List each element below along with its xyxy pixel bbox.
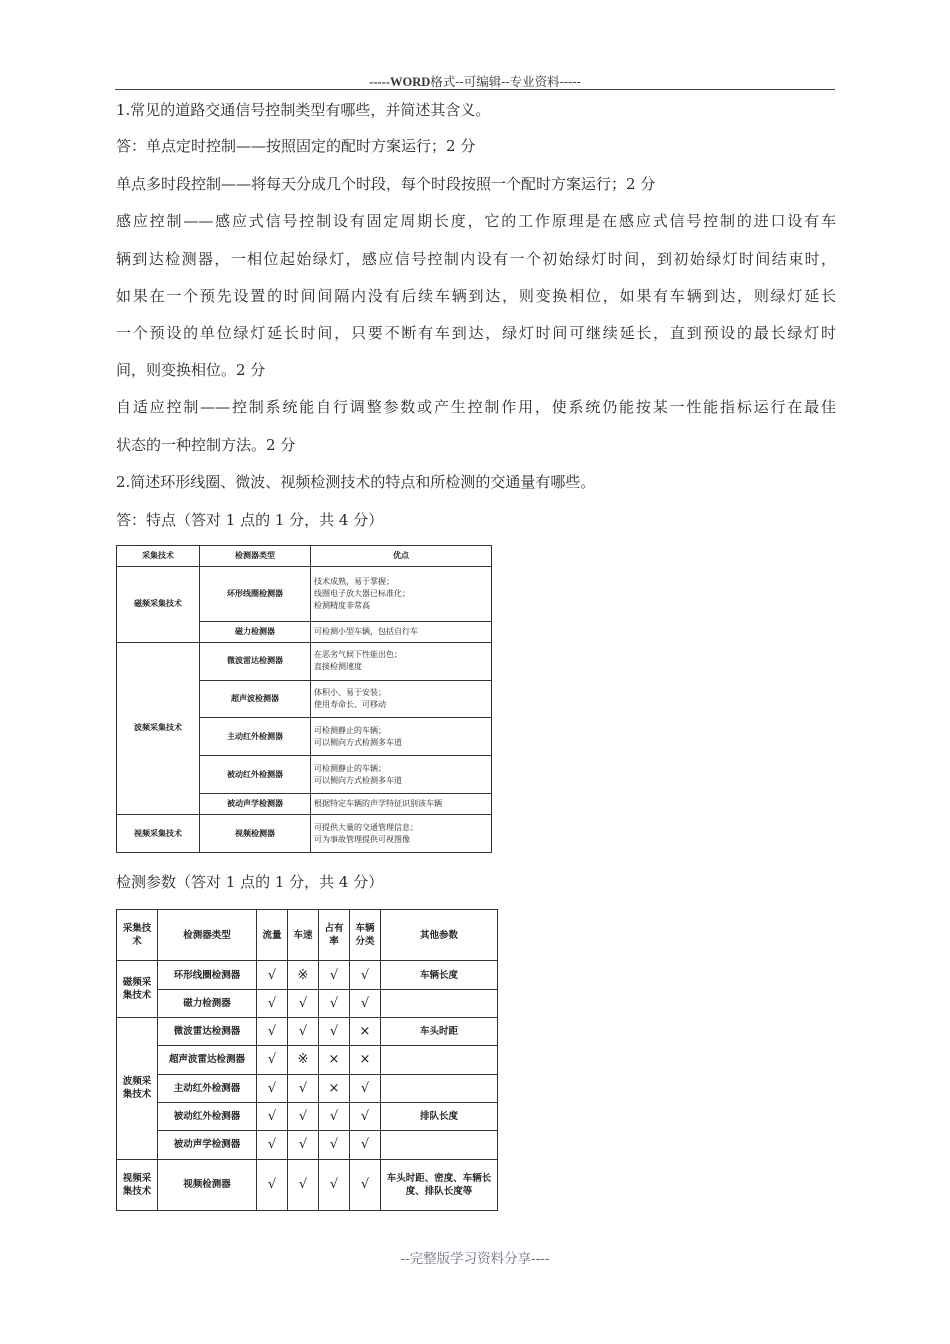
table-row — [117, 1046, 498, 1074]
detector-cell: 微波雷达检测器 — [158, 1018, 257, 1046]
other-cell: 车头时距、密度、车辆长度、排队长度等 — [381, 1159, 498, 1210]
speed-mark: √ — [288, 1159, 319, 1210]
table-header-row — [117, 910, 498, 961]
flow-mark: √ — [257, 1018, 288, 1046]
answer-adaptive-2: 状态的一种控制方法。2 分 — [116, 436, 296, 454]
table-row — [117, 989, 498, 1017]
detector-cell: 磁力检测器 — [200, 621, 311, 642]
detector-cell: 磁力检测器 — [158, 989, 257, 1017]
answer-actuated-4: 一个预设的单位绿灯延长时间，只要不断有车到达，绿灯时间可继续延长，直到预设的最长绿灯时 — [116, 324, 836, 342]
speed-mark: ※ — [288, 961, 319, 989]
group-magnetic: 磁频采集技术 — [117, 961, 158, 1018]
page-footer: --完整版学习资料分享---- — [400, 1251, 550, 1267]
speed-mark: √ — [288, 989, 319, 1017]
table-row — [117, 1018, 498, 1046]
header-tech: 采集技术 — [117, 910, 158, 961]
classification-mark: √ — [350, 1159, 381, 1210]
occupancy-mark: √ — [319, 1159, 350, 1210]
parameters-table — [116, 909, 498, 1211]
merits-cell — [311, 794, 492, 815]
other-cell: 车头时距 — [381, 1018, 498, 1046]
flow-mark: √ — [257, 1046, 288, 1074]
table-row — [117, 567, 492, 622]
other-cell: 排队长度 — [381, 1102, 498, 1130]
merit-line: 直接检测速度 — [314, 662, 362, 672]
speed-mark: √ — [288, 1018, 319, 1046]
other-cell — [381, 989, 498, 1017]
detector-cell: 视频检测器 — [200, 815, 311, 853]
detector-cell: 主动红外检测器 — [200, 718, 311, 756]
table-row — [117, 1102, 498, 1130]
header-rest: 格式--可编辑--专业资料----- — [430, 74, 581, 89]
header-flow: 流量 — [257, 910, 288, 961]
detector-cell: 视频检测器 — [158, 1159, 257, 1210]
other-cell — [381, 1131, 498, 1159]
other-cell: 车辆长度 — [381, 961, 498, 989]
header-speed: 车速 — [288, 910, 319, 961]
merit-line: 技术成熟，易于掌握； — [314, 576, 394, 586]
group-video: 视频采集技术 — [117, 1159, 158, 1210]
speed-mark: √ — [288, 1131, 319, 1159]
merits-cell — [311, 642, 492, 680]
speed-mark: ※ — [288, 1046, 319, 1074]
merit-line: 可检测静止的车辆； — [314, 763, 386, 773]
answer-actuated-5: 间，则变换相位。2 分 — [116, 361, 266, 379]
merit-line: 可以侧向方式检测多车道 — [314, 737, 402, 747]
occupancy-mark: × — [319, 1074, 350, 1102]
flow-mark: √ — [257, 1074, 288, 1102]
table-row — [117, 815, 492, 853]
question-1: 1.常见的道路交通信号控制类型有哪些，并简述其含义。 — [116, 101, 491, 119]
table-row — [117, 1159, 498, 1210]
table-row — [117, 642, 492, 680]
occupancy-mark: √ — [319, 1131, 350, 1159]
occupancy-mark: √ — [319, 1102, 350, 1130]
detector-cell: 环形线圈检测器 — [200, 567, 311, 622]
classification-mark: × — [350, 1046, 381, 1074]
page-header — [115, 72, 835, 90]
occupancy-mark: × — [319, 1046, 350, 1074]
classification-mark: √ — [350, 989, 381, 1017]
merit-line: 可为事故管理提供可视图像 — [314, 834, 410, 844]
group-wave: 波频采集技术 — [117, 642, 200, 814]
detector-cell: 超声波雷达检测器 — [158, 1046, 257, 1074]
classification-mark: √ — [350, 1131, 381, 1159]
answer-multi-period: 单点多时段控制——将每天分成几个时段，每个时段按照一个配时方案运行；2 分 — [116, 175, 656, 193]
merits-cell — [311, 621, 492, 642]
merit-line: 线圈电子放大器已标准化； — [314, 588, 410, 598]
flow-mark: √ — [257, 1159, 288, 1210]
merit-line: 体积小、易于安装； — [314, 687, 386, 697]
detector-cell: 超声波检测器 — [200, 680, 311, 718]
table-row — [117, 1131, 498, 1159]
classification-mark: √ — [350, 961, 381, 989]
detector-cell: 被动声学检测器 — [200, 794, 311, 815]
header-tech: 采集技术 — [117, 546, 200, 567]
classification-mark: √ — [350, 1074, 381, 1102]
header-merits: 优点 — [311, 546, 492, 567]
flow-mark: √ — [257, 961, 288, 989]
answer-fixed-time: 答：单点定时控制——按照固定的配时方案运行；2 分 — [116, 137, 476, 155]
occupancy-mark: √ — [319, 989, 350, 1017]
header-word: -----WORD — [369, 75, 431, 89]
question-2: 2.简述环形线圈、微波、视频检测技术的特点和所检测的交通量有哪些。 — [116, 473, 596, 491]
merit-line: 可以侧向方式检测多车道 — [314, 775, 402, 785]
merit-line: 检测精度非常高 — [314, 600, 370, 610]
merits-cell — [311, 567, 492, 622]
speed-mark: √ — [288, 1074, 319, 1102]
table-row — [117, 1074, 498, 1102]
header-divider — [115, 89, 835, 90]
answer-actuated-2: 辆到达检测器，一相位起始绿灯，感应信号控制内设有一个初始绿灯时间，到初始绿灯时间结束时， — [116, 250, 836, 268]
parameters-caption: 检测参数（答对 1 点的 1 分，共 4 分） — [116, 873, 384, 891]
occupancy-mark: √ — [319, 961, 350, 989]
merits-cell — [311, 815, 492, 853]
features-table — [116, 545, 492, 853]
header-other: 其他参数 — [381, 910, 498, 961]
merit-line: 使用寿命长、可移动 — [314, 699, 386, 709]
header-detector: 检测器类型 — [200, 546, 311, 567]
detector-cell: 主动红外检测器 — [158, 1074, 257, 1102]
header-detector: 检测器类型 — [158, 910, 257, 961]
merits-cell — [311, 718, 492, 756]
flow-mark: √ — [257, 1102, 288, 1130]
group-magnetic: 磁频采集技术 — [117, 567, 200, 643]
detector-cell: 环形线圈检测器 — [158, 961, 257, 989]
table-row — [117, 961, 498, 989]
answer-actuated-1: 感应控制——感应式信号控制设有固定周期长度，它的工作原理是在感应式信号控制的进口设有车 — [116, 212, 836, 230]
other-cell — [381, 1046, 498, 1074]
table-header-row — [117, 546, 492, 567]
detector-cell: 被动声学检测器 — [158, 1131, 257, 1159]
merit-line: 根据特定车辆的声学特征识别该车辆 — [314, 799, 442, 809]
merits-cell — [311, 680, 492, 718]
merit-line: 可检测静止的车辆； — [314, 725, 386, 735]
classification-mark: √ — [350, 1102, 381, 1130]
answer-features-caption: 答：特点（答对 1 点的 1 分，共 4 分） — [116, 511, 384, 529]
header-classification: 车辆分类 — [350, 910, 381, 961]
flow-mark: √ — [257, 989, 288, 1017]
group-video: 视频采集技术 — [117, 815, 200, 853]
occupancy-mark: √ — [319, 1018, 350, 1046]
detector-cell: 被动红外检测器 — [158, 1102, 257, 1130]
detector-cell: 微波雷达检测器 — [200, 642, 311, 680]
merits-cell — [311, 756, 492, 794]
classification-mark: × — [350, 1018, 381, 1046]
other-cell — [381, 1074, 498, 1102]
header-occupancy: 占有率 — [319, 910, 350, 961]
merit-line: 可提供大量的交通管理信息； — [314, 822, 418, 832]
group-wave: 波频采集技术 — [117, 1018, 158, 1160]
speed-mark: √ — [288, 1102, 319, 1130]
merit-line: 可检测小型车辆，包括自行车 — [314, 626, 418, 636]
answer-actuated-3: 如果在一个预先设置的时间间隔内没有后续车辆到达，则变换相位，如果有车辆到达，则绿灯延长 — [116, 287, 836, 305]
flow-mark: √ — [257, 1131, 288, 1159]
detector-cell: 被动红外检测器 — [200, 756, 311, 794]
answer-adaptive-1: 自适应控制——控制系统能自行调整参数或产生控制作用，使系统仍能按某一性能指标运行在最佳 — [116, 398, 836, 416]
merit-line: 在恶劣气候下性能出色； — [314, 650, 402, 660]
